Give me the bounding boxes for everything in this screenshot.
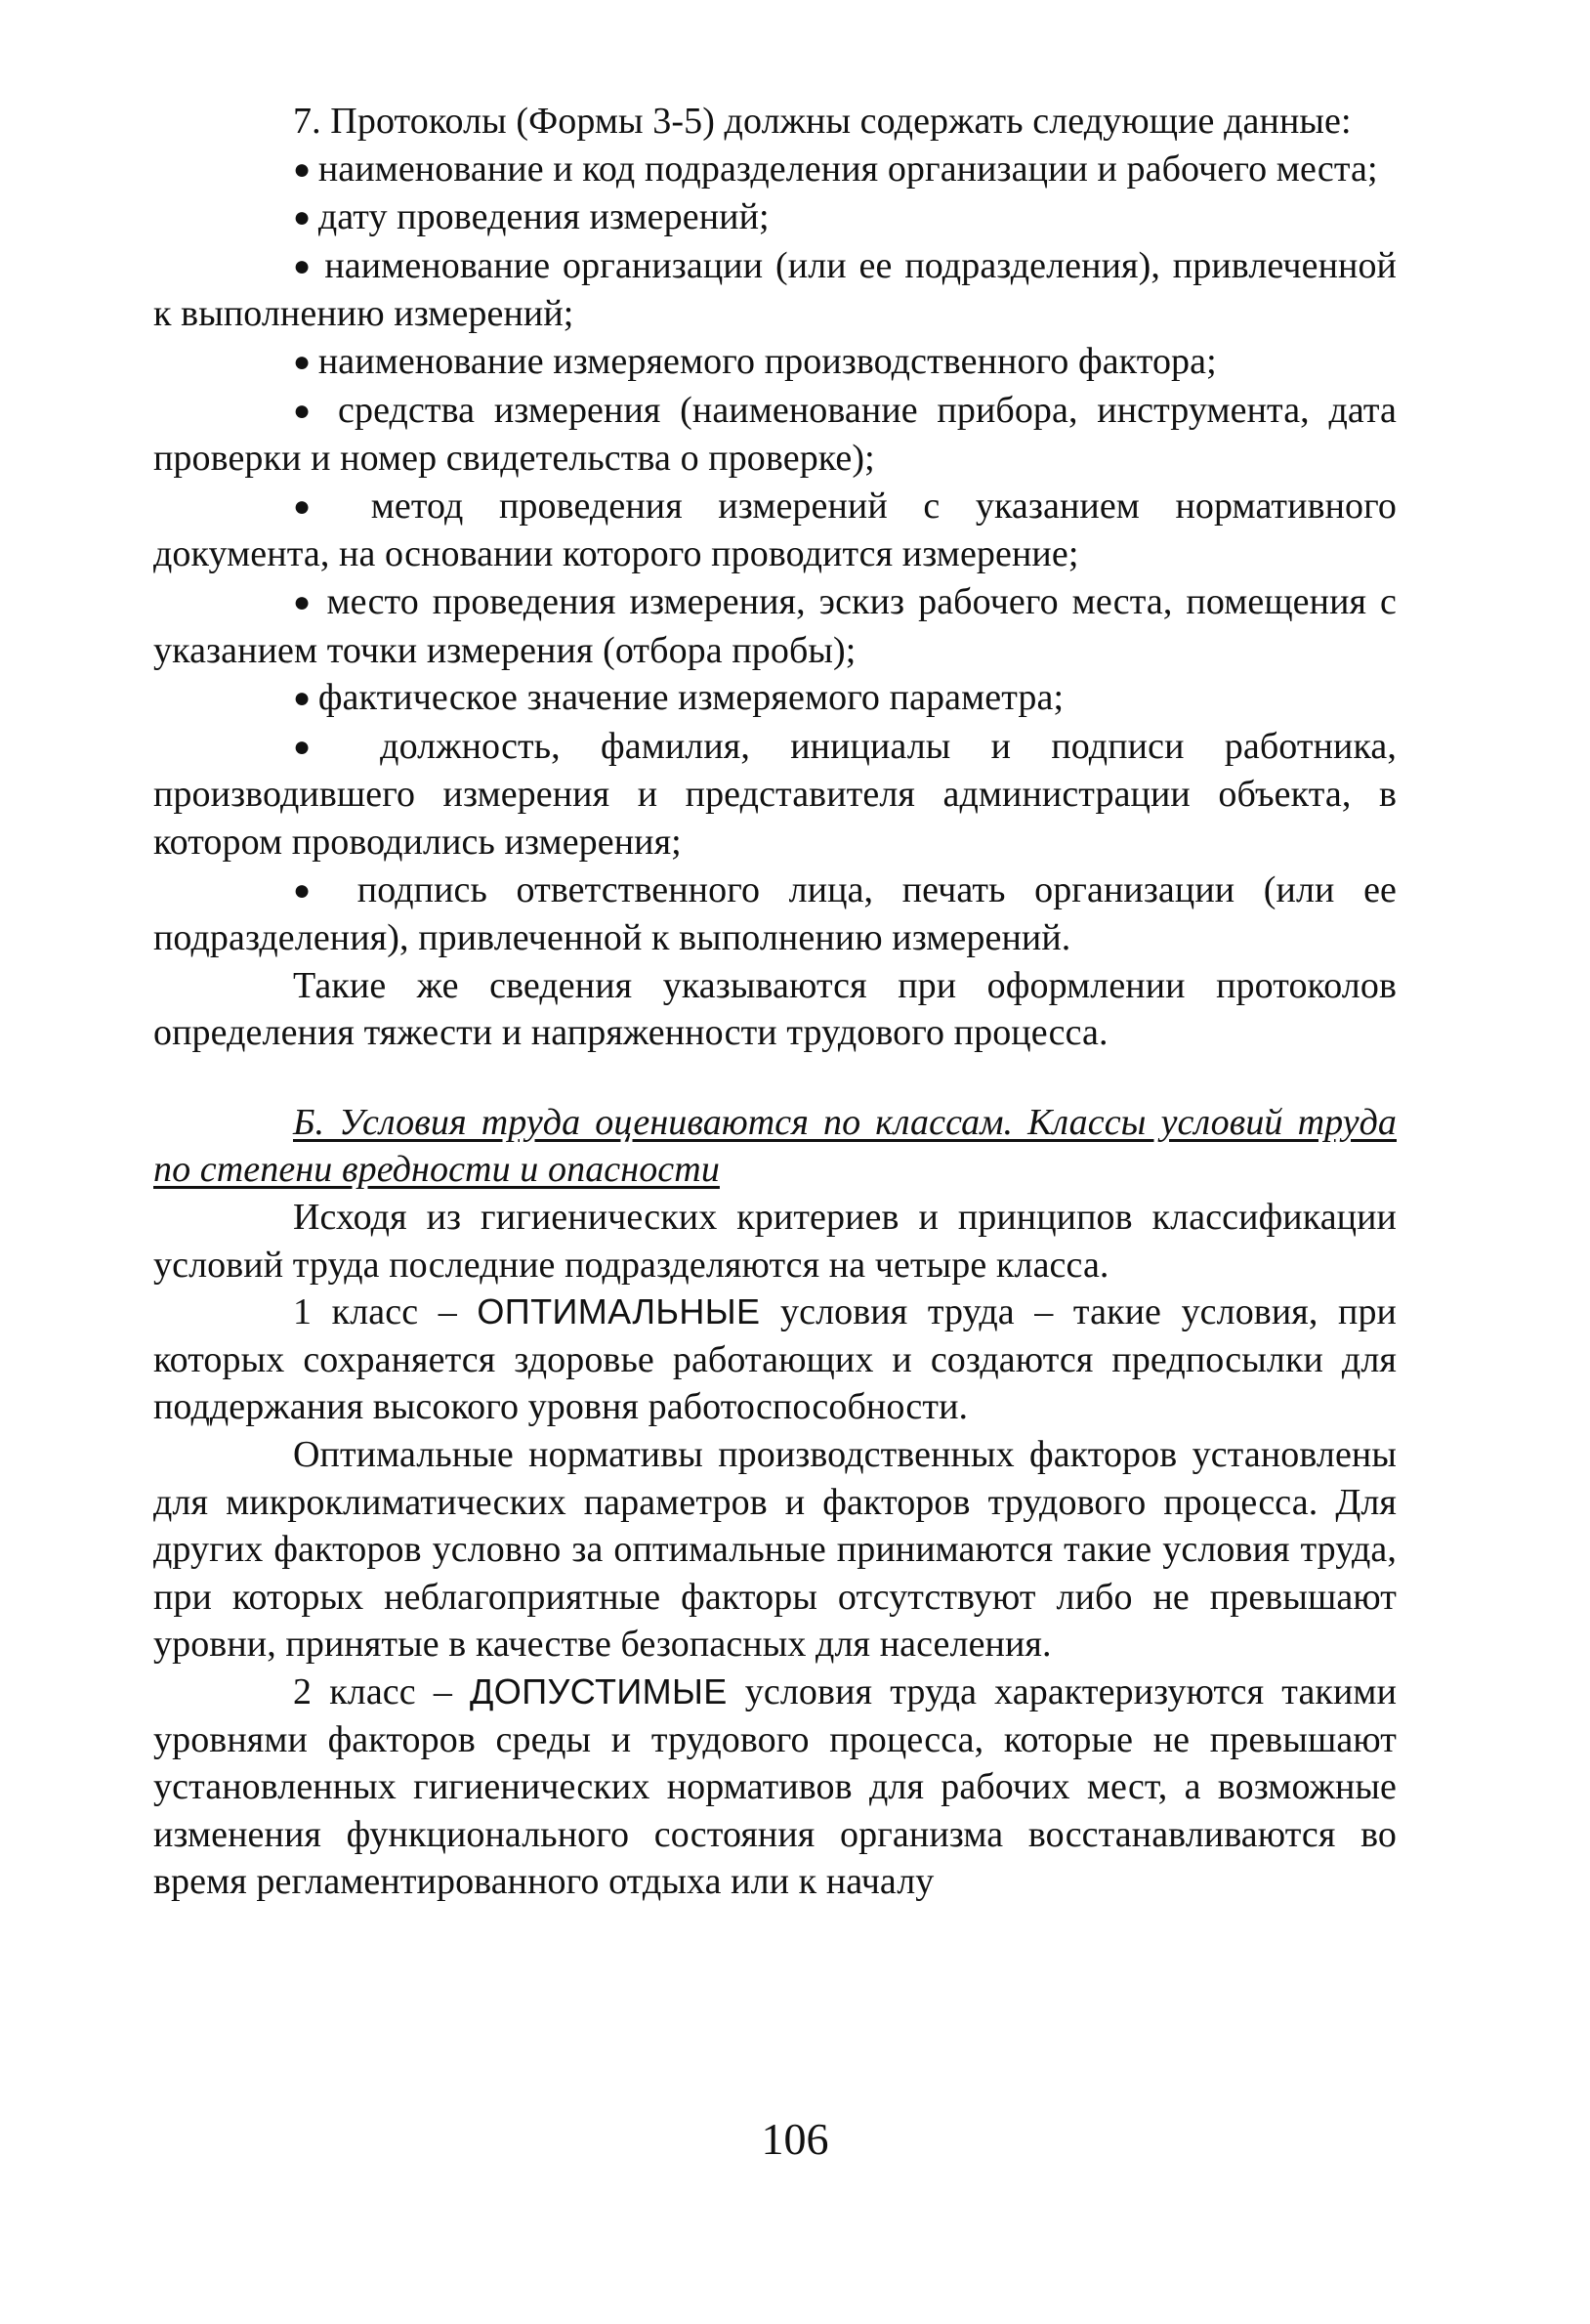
class-1-paragraph [153,1289,1397,1431]
bullet-item-subdivision: ● наименование и код подразделения организации и рабочего места; [153,146,1397,194]
document-page [153,98,1397,1906]
class-1-text: условия труда – такие условия, при которых сохраняется здоровье работающих и создаются предпосылки для поддержания высокого уровня работоспособности. [153,1291,1397,1428]
class-1-name: ОПТИМАЛЬНЫЕ [477,1291,761,1332]
bullet-item-factor: ● наименование измеряемого производственного фактора; [153,338,1397,387]
class-1-lead: 1 класс – [293,1291,478,1333]
bullet-item-signatures: ● должность, фамилия, инициалы и подписи работника, производившего измерения и представителя администрации объекта, в котором проводились измерения; [153,723,1397,866]
page-number: 106 [761,2114,829,2164]
protocol-intro-paragraph: 7. Протоколы (Формы 3-5) должны содержать следующие данные: [293,101,1352,142]
class-2-text: условия труда характеризуются такими уровнями факторов среды и трудового процесса, которые не превышают установленных гигиенических нормативов для рабочих мест, а возможные изменения функционального состояния организма восстанавливаются во время регламентированного отдыха или к началу [153,1671,1397,1903]
section-spacer [153,1057,1397,1099]
bullet-item-method: ● метод проведения измерений с указанием нормативного документа, на основании которого проводится измерение; [153,483,1397,578]
bullet-item-stamp: ● подпись ответственного лица, печать организации (или ее подразделения), привлеченной к выполнению измерений. [153,866,1397,962]
optimal-norms-paragraph: Оптимальные нормативы производственных факторов установлены для микроклиматических параметров и факторов трудового процесса. Для других факторов условно за оптимальные принимаются такие условия труда, при которых неблагоприятные факторы отсутствуют либо не превышают уровни, принятые в качестве безопасных для населения. [153,1434,1397,1666]
class-2-name: ДОПУСТИМЫЕ [470,1671,728,1711]
bullet-item-instruments: ● средства измерения (наименование прибора, инструмента, дата проверки и номер свидетельства о проверке); [153,387,1397,483]
bullet-item-location: ● место проведения измерения, эскиз рабочего места, помещения с указанием точки измерения (отбора пробы); [153,578,1397,674]
class-2-lead: 2 класс – [293,1671,471,1712]
section-heading: Б. Условия труда оцениваются по классам. Классы условий труда по степени вредности и опасности [153,1101,1397,1191]
class-2-paragraph [153,1669,1397,1906]
bullet-item-actual-value: ● фактическое значение измеряемого параметра; [153,674,1397,723]
classification-intro-paragraph: Исходя из гигиенических критериев и принципов классификации условий труда последние подразделяются на четыре класса. [153,1197,1397,1286]
same-info-paragraph: Такие же сведения указываются при оформлении протоколов определения тяжести и напряженности трудового процесса. [153,964,1397,1054]
bullet-item-organization: ● наименование организации (или ее подразделения), привлеченной к выполнению измерений; [153,242,1397,338]
bullet-item-date: ● дату проведения измерений; [153,193,1397,242]
